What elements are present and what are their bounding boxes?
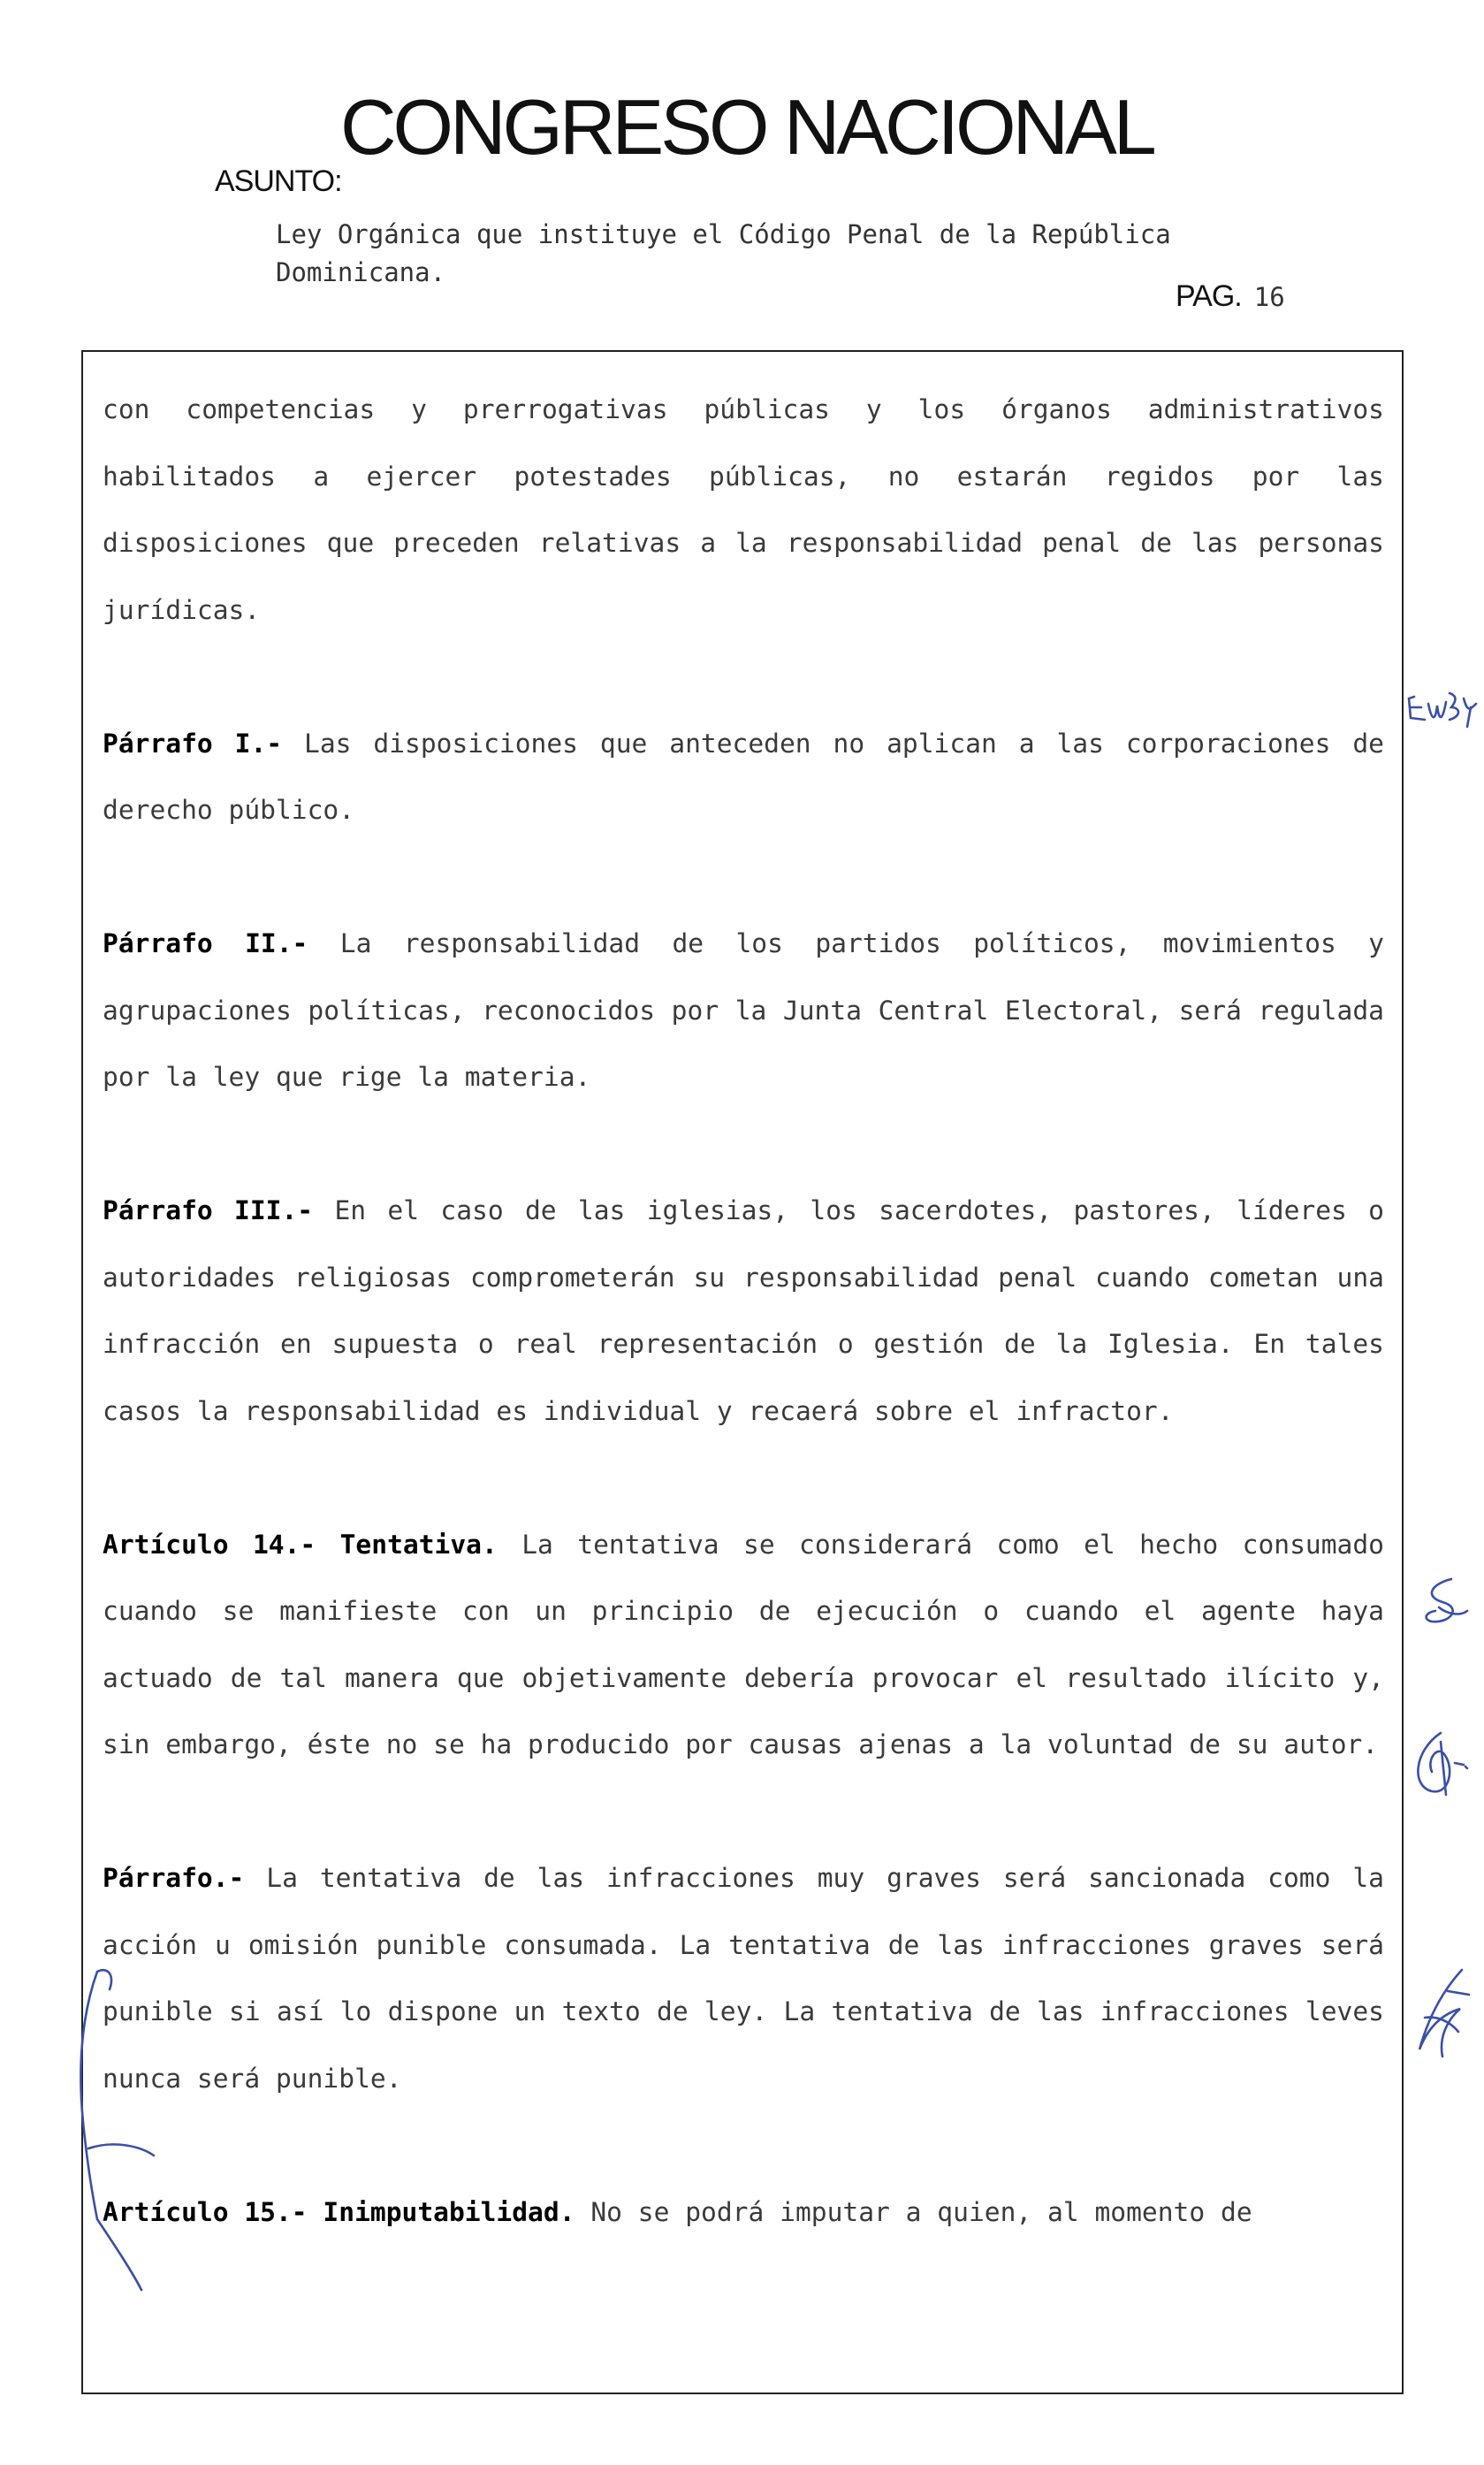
page-label: PAG. [1176,279,1242,313]
paragraph-text: La responsabilidad de los partidos políticos, movimientos y agrupaciones políticas, reconocidos por la Junta Central Electoral, será regulada por la ley que rige la materia. [103,928,1384,1092]
handwritten-margin-signature [62,1963,159,2299]
handwritten-signature-3 [1405,1724,1480,1812]
paragraph-label: Párrafo I.- [103,728,283,759]
paragraph-continuation: con competencias y prerrogativas públicas y los órganos administrativos habilitados a ejercer potestades públicas, no estarán regidos por las disposiciones que preceden relativas a la responsabilidad penal de las personas jurídicas. [103,394,1384,625]
article-15 [103,2179,1384,2247]
paragraph-article-14 [103,1845,1384,2112]
article-14 [103,1512,1384,1779]
handwritten-initials-emb [1405,681,1480,743]
paragraph-label: Párrafo II.- [103,928,308,958]
article-label: Artículo 15.- Inimputabilidad. [103,2196,575,2227]
paragraph-parrafo-1 [103,711,1384,844]
paragraph-text: La tentativa de las infracciones muy graves será sancionada como la acción u omisión punible consumada. La tentativa de las infracciones graves será punible si así lo dispone un texto de ley. La tentativa de las infracciones leves nunca será punible. [103,1863,1384,2094]
handwritten-initials-2 [1412,1572,1474,1643]
paragraph-text: Las disposiciones que anteceden no aplican a las corporaciones de derecho público. [103,728,1384,825]
paragraph-parrafo-3 [103,1178,1384,1445]
subject-text: Ley Orgánica que instituye el Código Penal de la República Dominicana. [276,219,1171,287]
page-indicator [1176,279,1285,314]
paragraph-label: Párrafo.- [103,1863,245,1893]
page-number: 16 [1253,282,1285,312]
content-frame [81,350,1404,2394]
paragraph-text: En el caso de las iglesias, los sacerdotes, pastores, líderes o autoridades religiosas comprometerán su responsabilidad penal cuando cometan una infracción en supuesta o real representación o gestión de la Iglesia. En tales casos la responsabilidad es individual y recaerá sobre el infractor. [103,1195,1384,1426]
article-text: La tentativa se considerará como el hecho consumado cuando se manifieste con un principio de ejecución o cuando el agente haya actuado de tal manera que objetivamente debería provocar el resultado ilícito y, sin embargo, éste no se ha producido por causas ajenas a la voluntad de su autor. [103,1529,1385,1759]
handwritten-signature-4 [1407,1965,1478,2071]
paragraph-parrafo-2 [103,911,1384,1111]
article-text: No se podrá imputar a quien, al momento de [575,2196,1252,2227]
subject-label: ASUNTO: [215,164,342,198]
document-body [103,377,1384,2246]
paragraph-label: Párrafo III.- [103,1195,314,1225]
article-label: Artículo 14.- Tentativa. [103,1529,498,1560]
organization-title: CONGRESO NACIONAL [340,83,1153,171]
